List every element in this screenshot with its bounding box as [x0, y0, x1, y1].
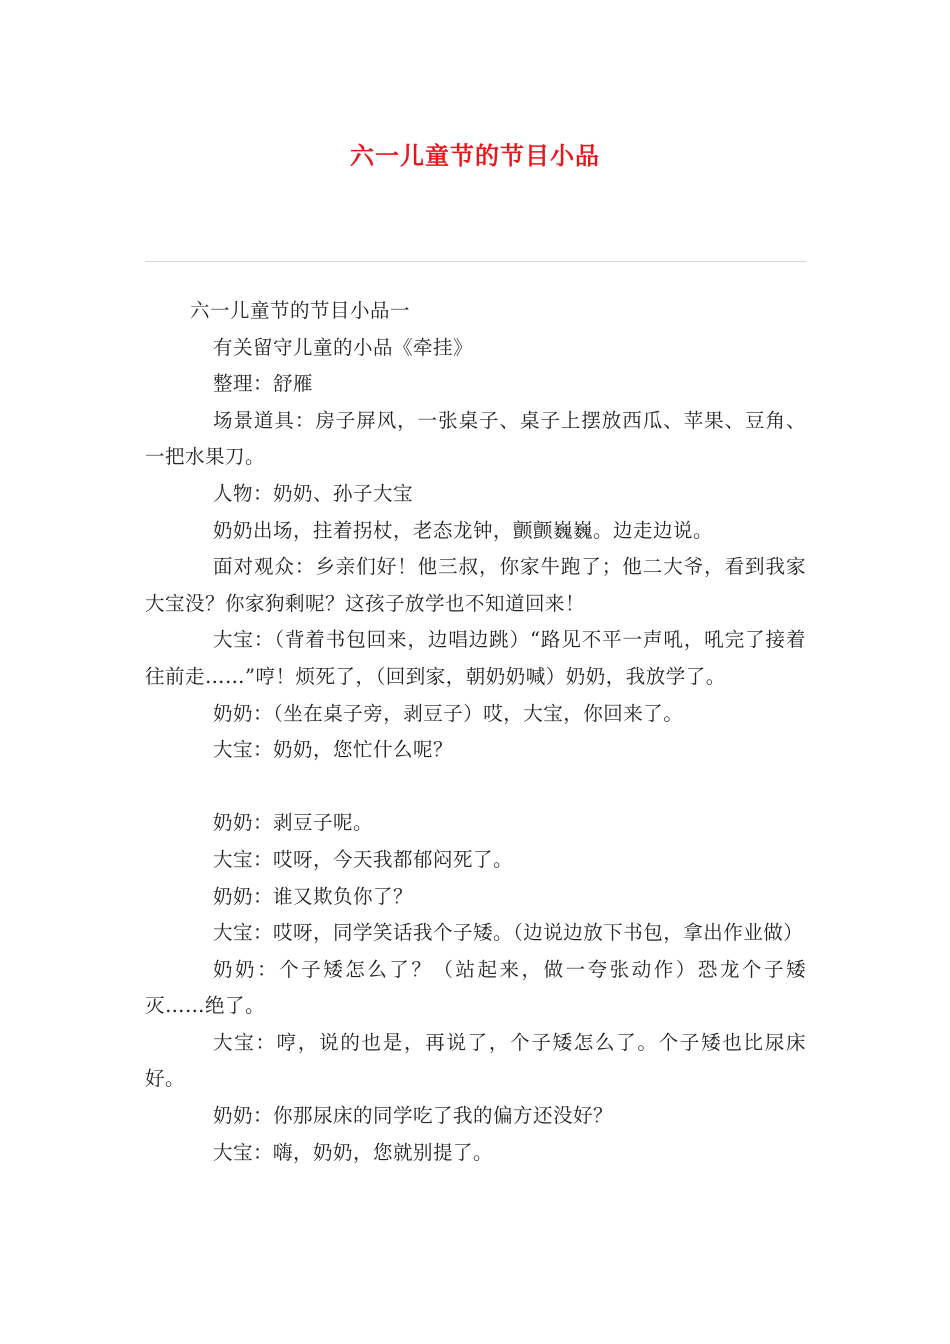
paragraph: 人物：奶奶、孙子大宝	[213, 481, 414, 505]
paragraph: 大宝：奶奶，您忙什么呢？	[213, 738, 454, 762]
section-heading: 六一儿童节的节目小品一	[190, 299, 411, 322]
paragraph: 面对观众：乡亲们好！他三叔，你家牛跑了；他二大爷，看到我家大宝没？你家狗剩呢？这孩子放学也不知道回来！	[145, 555, 806, 615]
paragraph: 奶奶：谁又欺负你了？	[213, 884, 414, 908]
paragraph: 大宝：哼，说的也是，再说了，个子矮怎么了。个子矮也比尿床好。	[145, 1030, 806, 1091]
document-body	[145, 293, 806, 1171]
paragraph: 场景道具：房子屏风，一张桌子、桌子上摆放西瓜、苹果、豆角、一把水果刀。	[145, 408, 806, 469]
blank-line	[145, 769, 806, 806]
paragraph: 奶奶：剥豆子呢。	[213, 811, 374, 835]
paragraph: 有关留守儿童的小品《牵挂》	[213, 335, 474, 359]
paragraph: 大宝：哎呀，同学笑话我个子矮。（边说边放下书包，拿出作业做）	[213, 921, 804, 945]
paragraph: 大宝：（背着书包回来，边唱边跳）“路见不平一声吼，吼完了接着往前走……”哼！烦死了，（回到家，朝奶奶喊）奶奶，我放学了。	[145, 628, 806, 688]
document-title: 六一儿童节的节目小品	[350, 142, 600, 170]
title-divider	[145, 261, 806, 262]
paragraph: 奶奶出场，拄着拐杖，老态龙钟，颤颤巍巍。边走边说。	[213, 518, 714, 542]
paragraph: 大宝：哎呀，今天我都郁闷死了。	[213, 847, 514, 871]
paragraph: 奶奶：你那尿床的同学吃了我的偏方还没好？	[213, 1104, 614, 1128]
paragraph: 整理：舒雁	[213, 372, 314, 396]
paragraph: 奶奶：个子矮怎么了？（站起来，做一夸张动作）恐龙个子矮灭……绝了。	[145, 957, 806, 1018]
paragraph: 奶奶：（坐在桌子旁，剥豆子）哎，大宝，你回来了。	[213, 701, 684, 725]
paragraph: 大宝：嗨，奶奶，您就别提了。	[213, 1140, 494, 1164]
